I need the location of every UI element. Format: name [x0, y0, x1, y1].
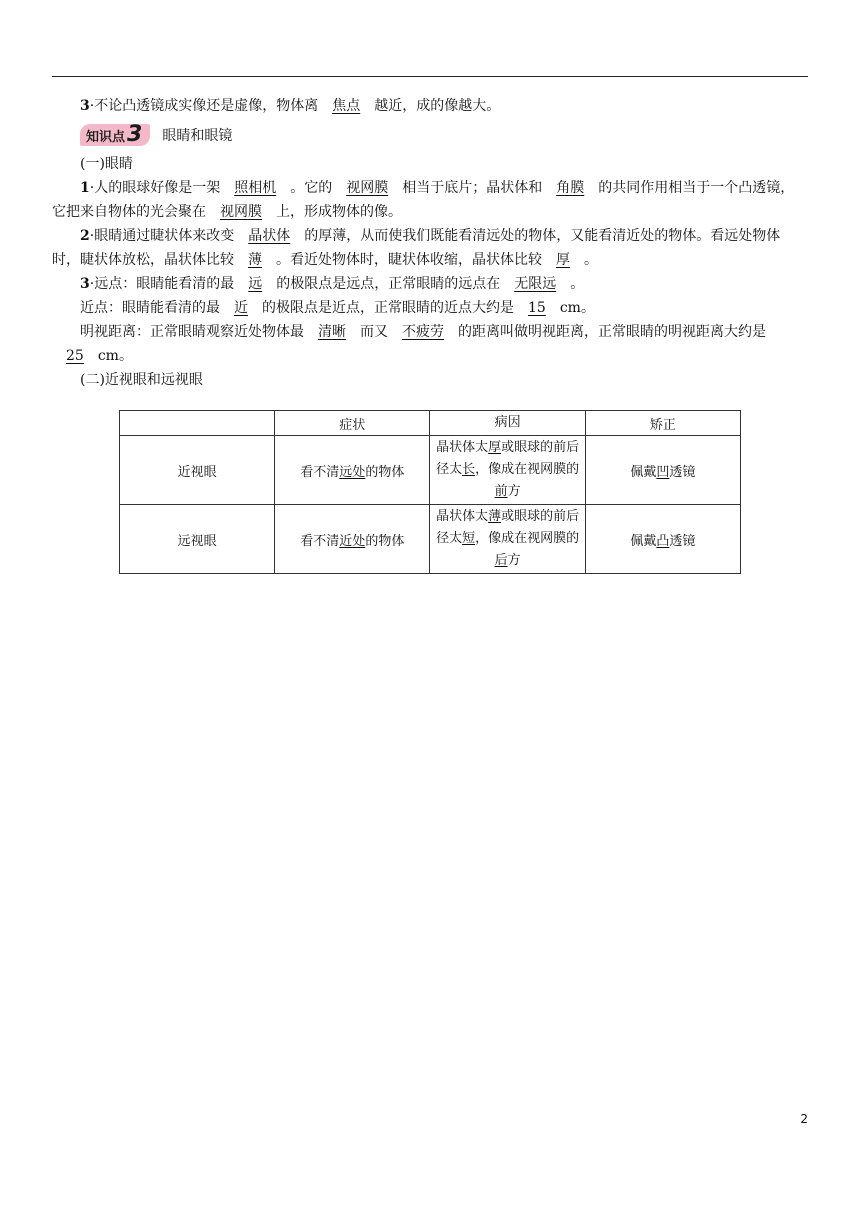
underlined-answer: 前	[494, 484, 508, 499]
text: ·远点：眼睛能看清的最	[89, 276, 235, 292]
text: 看不清	[300, 464, 340, 480]
text: 的厚薄，从而使我们既能看清远处的物体，又能看清近处的物体。看远处物体时，睫状体放松，晶状体比较	[52, 228, 781, 268]
underlined-answer: 远处	[339, 464, 366, 480]
knowledge-point-title: 眼睛和眼镜	[162, 128, 233, 144]
text: 的极限点是远点，正常眼睛的远点在	[276, 276, 501, 292]
knowledge-point-heading	[80, 120, 808, 150]
answer-blank: 近	[234, 300, 248, 316]
underlined-answer: 短	[462, 531, 476, 546]
answer-blank: 焦点	[332, 98, 361, 114]
table-header-row	[120, 411, 741, 436]
underlined-answer: 长	[462, 462, 476, 477]
text: ，像成在视网膜的	[475, 531, 580, 546]
table-header-cell: 病因	[430, 411, 585, 436]
answer-blank: 视网膜	[346, 180, 389, 196]
item-number: 2	[80, 228, 90, 244]
knowledge-point-badge	[80, 124, 150, 146]
text: 佩戴	[630, 464, 657, 480]
text: 的物体	[365, 464, 405, 480]
text: 晶状体太	[436, 440, 489, 455]
correction-cell	[585, 505, 740, 574]
answer-blank: 无限远	[514, 276, 557, 292]
text: 看不清	[300, 533, 340, 549]
header-rule	[52, 76, 808, 77]
answer-blank: 不疲劳	[402, 324, 444, 340]
text: 上，形成物体的像。	[276, 204, 402, 220]
distinct-vision-distance	[52, 320, 808, 368]
page-content	[52, 94, 808, 392]
text: 或眼球的前后径太	[436, 509, 580, 546]
text: 。它的	[290, 180, 333, 196]
item-2-ciliary-body	[52, 224, 808, 272]
table-header-cell: 症状	[275, 411, 430, 436]
item-3-far-point	[52, 272, 808, 296]
item-number: 1	[80, 180, 90, 196]
text: 相当于底片；晶状体和	[402, 180, 543, 196]
answer-blank: 角膜	[556, 180, 585, 196]
table-row	[120, 505, 741, 574]
text: 明视距离：正常眼睛观察近处物体最	[80, 324, 304, 340]
text: 近点：眼睛能看清的最	[80, 300, 220, 316]
table-header-cell	[120, 411, 275, 436]
answer-blank: 薄	[248, 252, 262, 268]
answer-blank: 视网膜	[220, 204, 262, 220]
text: 越近，成的像越大。	[374, 98, 501, 114]
underlined-answer: 薄	[488, 509, 502, 524]
table-header-cell: 矫正	[585, 411, 740, 436]
table-row	[120, 436, 741, 505]
item-number: 3	[80, 98, 90, 114]
text: ·人的眼球好像是一架	[89, 180, 221, 196]
page-number: 2	[800, 1112, 808, 1126]
answer-blank: 15	[528, 300, 546, 316]
correction-cell	[585, 436, 740, 505]
myopia-hyperopia-table	[119, 410, 741, 574]
answer-blank: 照相机	[234, 180, 277, 196]
text: 透镜	[669, 464, 696, 480]
badge-text: 知识点	[86, 129, 126, 145]
answer-blank: 远	[248, 276, 263, 292]
text: 晶状体太	[436, 509, 489, 524]
text: 佩戴	[630, 533, 657, 549]
item-3-lens-image-size	[52, 94, 808, 118]
text: ，像成在视网膜的	[475, 462, 580, 477]
section-heading-myopia-hyperopia: (二)近视眼和远视眼	[80, 372, 203, 388]
underlined-answer: 厚	[488, 440, 502, 455]
cause-cell	[430, 505, 585, 574]
row-name: 近视眼	[120, 436, 275, 505]
answer-blank: 晶状体	[248, 228, 291, 244]
underlined-answer: 凹	[656, 464, 670, 480]
text: 透镜	[669, 533, 696, 549]
item-1-eyeball	[52, 176, 808, 224]
section-heading-eye: (一)眼睛	[80, 156, 133, 172]
text: 而又	[360, 324, 388, 340]
item-number: 3	[80, 276, 90, 292]
text: 。	[570, 276, 585, 292]
text: ·不论凸透镜成实像还是虚像，物体离	[89, 98, 319, 114]
text: 的共同作用相当于一个凸透镜，它把来自物体的光会聚在	[52, 180, 795, 220]
answer-blank: 厚	[556, 252, 570, 268]
answer-blank: 清晰	[318, 324, 346, 340]
text: 的距离叫做明视距离，正常眼睛的明视距离大约是	[458, 324, 766, 340]
underlined-answer: 近处	[339, 533, 366, 549]
near-point	[52, 296, 808, 320]
text: cm。	[97, 348, 133, 364]
text: 方	[507, 553, 521, 568]
underlined-answer: 凸	[656, 533, 670, 549]
text: 方	[507, 484, 521, 499]
answer-blank: 25	[66, 348, 84, 364]
text: 。	[584, 252, 598, 268]
badge-number: 3	[127, 122, 143, 147]
text: cm。	[559, 300, 595, 316]
cause-cell	[430, 436, 585, 505]
text: ·眼睛通过睫状体来改变	[89, 228, 235, 244]
symptom-cell	[275, 436, 430, 505]
symptom-cell	[275, 505, 430, 574]
text: 的物体	[365, 533, 405, 549]
row-name: 远视眼	[120, 505, 275, 574]
text: 或眼球的前后径太	[436, 440, 580, 477]
underlined-answer: 后	[494, 553, 508, 568]
text: 。看近处物体时，睫状体收缩，晶状体比较	[276, 252, 542, 268]
text: 的极限点是近点，正常眼睛的近点大约是	[262, 300, 514, 316]
